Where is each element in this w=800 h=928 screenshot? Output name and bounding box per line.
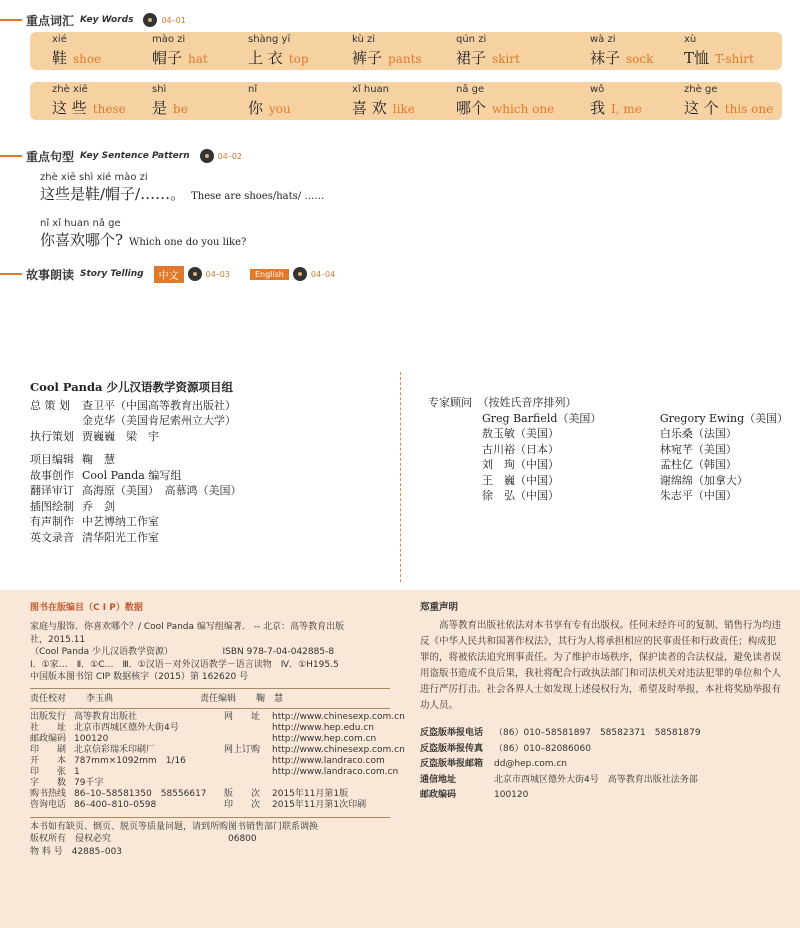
- pub-value: 北京市西城区德外大街4号: [74, 722, 179, 733]
- keyword-chinese: 你: [248, 99, 264, 117]
- credit-label: 项目编辑: [30, 453, 74, 466]
- section-bar: [0, 155, 22, 157]
- keyword-english: top: [288, 52, 309, 66]
- audio-disc-icon[interactable]: [293, 267, 307, 281]
- staff-row: [30, 688, 390, 704]
- contact-label: 反盗版举报电话: [420, 728, 484, 738]
- contact-value: 北京市西城区德外大街4号 高等教育出版社法务部: [494, 774, 698, 785]
- keyword-pinyin: wǒ: [590, 84, 605, 95]
- credit-value: Cool Panda 编写组: [82, 468, 182, 482]
- pub-row: [30, 766, 399, 778]
- keyword-item: [52, 84, 126, 118]
- pattern-chinese: 你喜欢哪个?: [40, 231, 124, 249]
- credit-row: [30, 468, 390, 484]
- copyright-body: 高等教育出版社依法对本书享有专有出版权。任何未经许可的复制、销售行为均违反《中华人民共和国著作权法》，其行为人将承担相应的民事责任和行政责任；构成犯罪的，将被依法追究刑事责任。为了维护市场秩序，保护读者的合法权益，避免读者误用盗版书造成不良后果，我社将配合行政执法部门和司法机关对违法犯罪的单位和个人进行严厉打击。社会各界人士如发现上述侵权行为，希望及时举报，本社将奖励举报有功人员。: [420, 620, 782, 711]
- expert-name: Greg Barfield（美国）: [482, 411, 602, 425]
- cip-line-text: 家庭与服饰．你喜欢哪个？/ Cool Panda 编写组编著． -- 北京：高等教育出版: [30, 622, 345, 632]
- contact-row: [420, 742, 782, 758]
- keyword-item: [152, 34, 208, 68]
- staff-label: 责任编辑: [200, 693, 237, 704]
- expert-name: 古川裕（日本）: [482, 442, 559, 456]
- pub-label: 印 刷: [30, 744, 67, 755]
- keyword-english: which one: [492, 102, 555, 116]
- credit-label: 有声制作: [30, 515, 74, 528]
- keyword-item: [684, 84, 773, 118]
- section-bar: [0, 273, 22, 275]
- credit-label: 故事创作: [30, 468, 74, 482]
- keyword-english: be: [173, 102, 188, 116]
- keyword-line: [152, 97, 188, 118]
- pub-value: 86–10–58581350 58556617: [74, 788, 207, 799]
- keyword-english: sock: [626, 52, 654, 66]
- pub-row: [30, 711, 405, 723]
- staff-label: 责任校对: [30, 693, 67, 704]
- keyword-item: [590, 34, 653, 68]
- pub-value: http://www.hep.com.cn: [272, 733, 377, 744]
- keyword-chinese: 是: [152, 99, 168, 117]
- credit-row: [30, 398, 390, 414]
- cip-line-text: Ⅰ．①家… Ⅱ．①C… Ⅲ．①汉语－对外汉语教学－语言读物 Ⅳ．①H195.5: [30, 659, 339, 670]
- credit-row: [30, 514, 390, 530]
- note-line: 版权所有 侵权必究 06800: [30, 834, 257, 844]
- pub-value: 79千字: [74, 777, 104, 788]
- audio-disc-icon[interactable]: [188, 267, 202, 281]
- keyword-line: [352, 97, 415, 118]
- keyword-line: [52, 97, 126, 118]
- keyword-english: like: [392, 102, 415, 116]
- credit-label: 插图绘制: [30, 499, 74, 513]
- keyword-line: [590, 47, 653, 68]
- keyword-item: [684, 34, 754, 68]
- keyword-pinyin: nǎ ge: [456, 84, 485, 95]
- imprint-panel: [0, 590, 800, 928]
- contact-value: （86）010–58581897 58582371 58581879: [494, 728, 701, 738]
- contact-row: [420, 757, 782, 773]
- keyword-english: these: [92, 102, 126, 116]
- keyword-chinese: 上 衣: [248, 49, 283, 67]
- pub-value: 北京信彩瑞禾印刷厂: [74, 744, 156, 755]
- story-title-cn: 故事朗读: [26, 267, 75, 282]
- pub-label: 印 次: [224, 799, 261, 810]
- pub-value: 2015年11月第1次印刷: [272, 799, 367, 810]
- story-title-en: Story Telling: [80, 269, 144, 279]
- pub-row: [30, 723, 390, 734]
- pub-value: http://www.chinesexp.com.cn: [272, 711, 405, 722]
- pattern-pinyin: zhè xiē shì xié mào zi: [40, 172, 148, 183]
- pub-label: 出版发行: [30, 711, 67, 722]
- pub-value: 100120: [74, 733, 109, 744]
- expert-name: 谢绵绵（加拿大）: [659, 473, 748, 487]
- cip-line-text: （Cool Panda 少儿汉语教学资源） ISBN 978-7-04-042885-8: [30, 647, 335, 657]
- keyword-chinese: 袜子: [590, 49, 621, 67]
- contact-label: 邮政编码: [420, 790, 457, 800]
- pub-value: 2015年11月第1版: [272, 788, 349, 799]
- expert-name: 朱志平（中国）: [659, 489, 737, 502]
- contact-value: dd@hep.com.cn: [494, 759, 567, 769]
- pub-value: 1: [74, 766, 80, 777]
- credit-row: [30, 483, 390, 499]
- pub-label: [224, 756, 272, 767]
- keyword-chinese: T恤: [684, 49, 710, 67]
- credit-row: [30, 452, 390, 468]
- keyword-english: skirt: [492, 52, 520, 66]
- keyword-pinyin: zhè xiē: [52, 84, 88, 95]
- chinese-tag[interactable]: 中文: [154, 266, 184, 283]
- pub-value: 787mm×1092mm 1/16: [74, 755, 186, 766]
- copyright-block: [420, 600, 782, 804]
- keyword-line: [248, 47, 309, 68]
- pub-label: [224, 723, 272, 734]
- keyword-item: [248, 34, 309, 68]
- keywords-title-cn: 重点词汇: [26, 13, 75, 28]
- pattern-pinyin: nǐ xǐ huan nǎ ge: [40, 218, 121, 229]
- keyword-line: [684, 97, 773, 118]
- pattern-english: These are shoes/hats/ ……: [191, 191, 325, 202]
- credit-label: 翻译审订: [30, 484, 74, 497]
- audio-track-code: 04–02: [217, 151, 242, 161]
- vertical-divider: [400, 372, 401, 582]
- keyword-line: [152, 47, 208, 68]
- credit-value: 贾巍巍 梁 宇: [82, 429, 159, 443]
- keyword-chinese: 哪个: [456, 99, 487, 117]
- pub-row: [30, 789, 390, 800]
- credit-value: 乔 剑: [82, 499, 115, 513]
- credit-label: 总 策 划: [30, 398, 70, 412]
- keyword-pinyin: nǐ: [248, 84, 258, 95]
- pub-row: [30, 778, 390, 789]
- pattern-chinese: 这些是鞋/帽子/……。: [40, 185, 186, 203]
- keyword-item: [352, 34, 422, 68]
- audio-disc-icon[interactable]: [200, 149, 214, 163]
- staff-value: 李玉典: [86, 693, 114, 704]
- credit-label: [30, 413, 82, 429]
- keyword-english: hat: [188, 52, 208, 66]
- cip-block: [30, 600, 405, 858]
- keyword-pinyin: kù zi: [352, 34, 376, 45]
- keyword-english: you: [269, 102, 291, 116]
- keyword-english: this one: [724, 102, 774, 116]
- keyword-item: [456, 84, 554, 118]
- keyword-item: [590, 84, 642, 118]
- credit-label: [30, 444, 82, 452]
- section-bar: [0, 19, 22, 21]
- keyword-pinyin: qún zi: [456, 34, 487, 45]
- pub-value: 86–400–810–0598: [74, 799, 157, 810]
- expert-name: 王 巍（中国）: [482, 473, 559, 487]
- keyword-line: [248, 97, 291, 118]
- contact-label: 反盗版举报邮箱: [420, 759, 484, 769]
- pub-row: [30, 800, 390, 811]
- keywords-header: [0, 10, 206, 30]
- keyword-item: [152, 84, 188, 118]
- english-tag[interactable]: English: [250, 269, 289, 280]
- pub-label: 网 址: [224, 711, 261, 722]
- keyword-chinese: 裤子: [352, 49, 383, 67]
- publication-table: [30, 708, 405, 811]
- credit-value: 高海原（美国） 高慕鸿（美国）: [82, 484, 242, 497]
- keyword-line: [352, 47, 422, 68]
- keyword-chinese: 这 个: [684, 99, 719, 117]
- pattern-title-cn: 重点句型: [26, 149, 75, 164]
- credits-block: [30, 380, 390, 545]
- pub-value: http://www.hep.edu.cn: [272, 722, 374, 733]
- pub-label: [224, 767, 272, 778]
- expert-name: 林宛芊（美国）: [659, 442, 737, 456]
- pub-value: 高等教育出版社: [74, 711, 138, 722]
- credit-row: [30, 429, 390, 445]
- keyword-pinyin: xié: [52, 34, 67, 45]
- keyword-pinyin: xǐ huan: [352, 84, 390, 95]
- contact-row: [420, 726, 782, 742]
- keyword-item: [456, 34, 520, 68]
- keyword-pinyin: shì: [152, 84, 167, 95]
- credit-row: [30, 499, 390, 515]
- pub-row: [30, 756, 390, 767]
- keywords-row-2: [30, 82, 782, 120]
- keyword-item: [248, 84, 291, 118]
- expert-name: 孟柱亿（韩国）: [659, 458, 737, 471]
- keyword-chinese: 喜 欢: [352, 99, 387, 117]
- keyword-english: pants: [388, 52, 422, 66]
- keyword-english: I, me: [611, 102, 642, 116]
- credit-value: 中艺博纳工作室: [82, 515, 159, 528]
- experts-heading: 专家顾问 （按姓氏音序排列）: [428, 396, 577, 409]
- cip-line-text: 中国版本图书馆 CIP 数据核字（2015）第 162620 号: [30, 672, 249, 682]
- keyword-pinyin: mào zi: [152, 34, 186, 45]
- pattern-header: [0, 146, 262, 166]
- expert-name: 刘 珣（中国）: [482, 458, 559, 471]
- cip-line-text: 社，2015.11: [30, 634, 86, 645]
- pub-value: http://www.landraco.com.cn: [272, 766, 399, 777]
- keyword-line: [456, 47, 520, 68]
- contact-label: 通信地址: [420, 774, 457, 785]
- keyword-chinese: 这 些: [52, 99, 87, 117]
- credit-row: [30, 444, 390, 452]
- expert-name: 敖玉敏（美国）: [482, 427, 559, 440]
- keywords-row-1: [30, 32, 782, 70]
- expert-name: 徐 弘（中国）: [482, 489, 559, 502]
- keyword-line: [52, 47, 101, 68]
- keyword-chinese: 鞋: [52, 49, 68, 67]
- keywords-title-en: Key Words: [80, 15, 134, 25]
- contact-value: （86）010–82086060: [494, 743, 591, 754]
- note-line: 物 料 号 42885–003: [30, 846, 123, 857]
- staff-value: 鞠 慧: [256, 693, 284, 704]
- pub-label: 字 数: [30, 777, 67, 788]
- keyword-chinese: 帽子: [152, 49, 183, 67]
- contact-label: 反盗版举报传真: [420, 743, 484, 754]
- sentence-pattern-1: [40, 172, 324, 204]
- keyword-chinese: 裙子: [456, 49, 487, 67]
- contact-list: [420, 726, 782, 804]
- audio-track-code: 04–03: [205, 269, 230, 279]
- credit-value: 查卫平（中国高等教育出版社）: [82, 398, 236, 412]
- keyword-pinyin: zhè ge: [684, 84, 718, 95]
- pub-value: http://www.chinesexp.com.cn: [272, 744, 405, 755]
- keyword-item: [52, 34, 101, 68]
- pattern-english: Which one do you like?: [129, 237, 247, 248]
- keyword-line: [590, 97, 642, 118]
- credits-heading: Cool Panda 少儿汉语教学资源项目组: [30, 380, 234, 394]
- pattern-title-en: Key Sentence Pattern: [80, 151, 190, 161]
- credit-label: 英文录音: [30, 530, 74, 544]
- credit-row: [30, 530, 390, 546]
- story-header: [0, 264, 355, 284]
- audio-track-code: 04–01: [161, 15, 186, 25]
- credit-value: 金克华（美国肯尼索州立大学）: [82, 414, 236, 427]
- contact-row: [420, 773, 782, 789]
- audio-track-code: 04–04: [310, 269, 336, 279]
- contact-row: [420, 788, 782, 804]
- pub-label: 邮政编码: [30, 733, 67, 744]
- keyword-item: [352, 84, 415, 118]
- audio-disc-icon[interactable]: [143, 13, 157, 27]
- pub-label: 购书热线: [30, 788, 67, 799]
- credit-label: 执行策划: [30, 429, 74, 443]
- pub-row: [30, 744, 405, 756]
- notes: [30, 817, 390, 859]
- contact-value: 100120: [494, 790, 529, 800]
- copyright-heading: 郑重声明: [420, 602, 459, 613]
- keyword-line: [456, 97, 554, 118]
- pub-label: 版 次: [224, 788, 261, 799]
- keyword-chinese: 我: [590, 99, 606, 117]
- note-line: 本书如有缺页、倒页、脱页等质量问题，请到所购图书销售部门联系调换: [30, 821, 319, 832]
- keyword-line: [684, 47, 754, 68]
- sentence-pattern-2: [40, 218, 246, 250]
- credit-value: 清华阳光工作室: [82, 530, 159, 544]
- pub-value: http://www.landraco.com: [272, 755, 385, 766]
- keyword-english: T-shirt: [715, 52, 754, 66]
- pub-label: 印 张: [30, 766, 67, 777]
- keyword-pinyin: shàng yī: [248, 34, 291, 45]
- keyword-pinyin: wà zi: [590, 34, 616, 45]
- keyword-english: shoe: [73, 52, 102, 66]
- pub-label: 社 址: [30, 722, 67, 733]
- experts-block: [428, 395, 788, 504]
- pub-label: [224, 734, 272, 745]
- keyword-pinyin: xù: [684, 34, 697, 45]
- pub-row: [30, 734, 390, 745]
- expert-name: Gregory Ewing（美国）: [659, 411, 789, 425]
- pub-label: 咨询电话: [30, 799, 67, 810]
- credit-value: 鞠 慧: [82, 453, 115, 466]
- pub-label: 开 本: [30, 755, 67, 766]
- credit-row: [30, 413, 390, 429]
- pub-label: [224, 778, 272, 789]
- expert-name: 白乐桑（法国）: [659, 427, 737, 440]
- cip-heading: 图书在版编目（C I P）数据: [30, 603, 143, 613]
- pub-label: 网上订购: [224, 744, 261, 755]
